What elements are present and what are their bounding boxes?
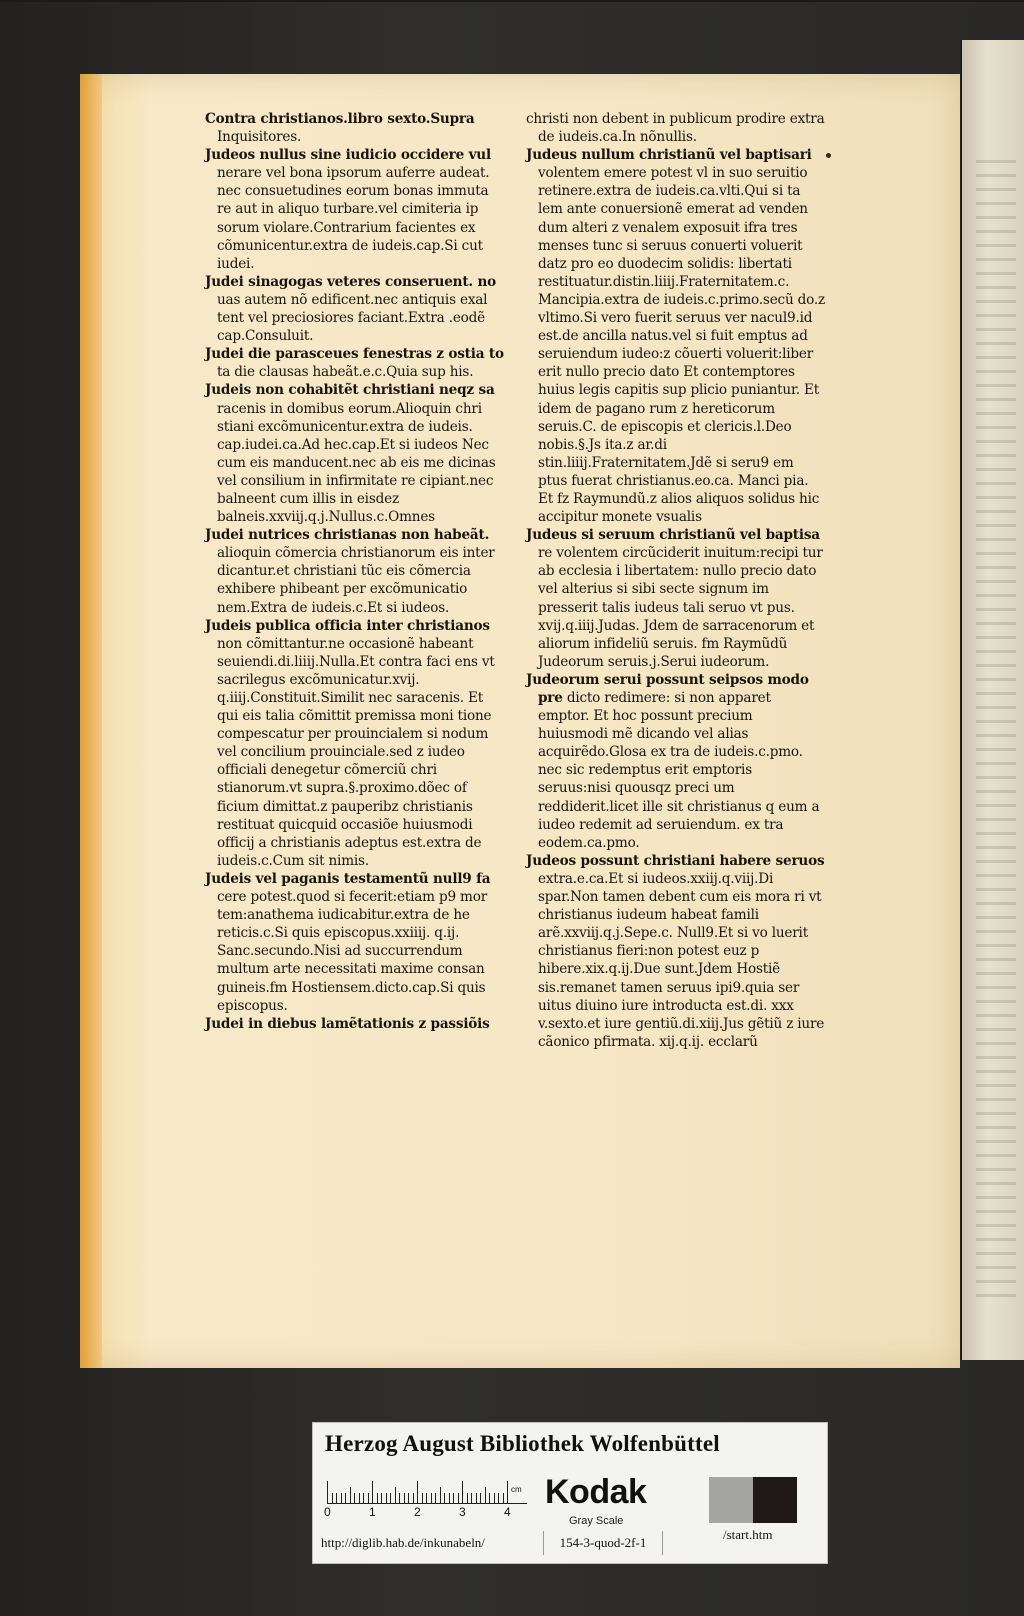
left-text-column — [205, 110, 505, 1033]
ruler-number: 3 — [459, 1505, 466, 1519]
ruler-tick — [485, 1487, 486, 1503]
ruler-tick — [507, 1481, 508, 1503]
text-paragraph — [526, 110, 826, 146]
text-paragraph — [205, 526, 505, 616]
kodak-logo: Kodak — [545, 1473, 647, 1511]
ruler-tick — [372, 1481, 373, 1503]
paragraph-body: cere potest.quod si fecerit:etiam p9 mor tem:anathema iudicabitur.extra de he reticis.c.Si quis episcopus.xxiiij. q.ij. Sanc.secundo.Nisi ad succurrendum multum arte necessitati maxime consan guineis.fm Hostiensem.dicto.cap.Si quis episcopus. — [217, 889, 488, 1014]
gray-swatch-dark — [753, 1477, 797, 1523]
ruler-tick — [435, 1493, 436, 1503]
ruler-tick — [476, 1493, 477, 1503]
ruler-tick — [336, 1493, 337, 1503]
ruler-tick — [458, 1493, 459, 1503]
ruler-tick — [332, 1493, 333, 1503]
text-paragraph — [205, 617, 505, 870]
text-paragraph — [205, 381, 505, 526]
ruler-unit-label: cm — [511, 1485, 522, 1494]
paragraph-body: Inquisitores. — [217, 129, 302, 146]
ruler-tick — [467, 1493, 468, 1503]
ink-speck — [826, 153, 831, 158]
ruler-tick — [368, 1493, 369, 1503]
ruler-tick — [498, 1493, 499, 1503]
ruler-tick — [426, 1493, 427, 1503]
paragraph-body: ta die clausas habeãt.e.c.Quia sup his. — [217, 364, 474, 381]
paragraph-body: nerare vel bona ipsorum auferre audeat. nec consuetudines eorum bonas immuta re aut in aliquo turbare.vel cimiteria ip sorum violare.Contrarium facientes ex cõmunicentur.extra de iudeis.cap.Si cut iudei. — [217, 165, 490, 272]
ruler-tick — [422, 1493, 423, 1503]
ruler-tick — [399, 1493, 400, 1503]
scale-ruler — [327, 1477, 527, 1504]
ruler-tick — [395, 1487, 396, 1503]
right-text-column — [526, 110, 826, 1051]
ruler-tick — [345, 1493, 346, 1503]
gray-swatch-mid — [709, 1477, 753, 1523]
paragraph-lead: Judeos possunt christiani habere seruos — [526, 852, 825, 869]
page-gutter-stain — [80, 74, 102, 1368]
text-paragraph — [205, 345, 505, 381]
paragraph-lead: Judei nutrices christianas non habeãt. — [205, 527, 490, 544]
ruler-tick — [471, 1493, 472, 1503]
paragraph-lead: Judei in diebus lamẽtationis z passiõis — [205, 1015, 490, 1032]
digital-library-url[interactable]: http://diglib.hab.de/inkunabeln/ — [321, 1535, 485, 1550]
paragraph-body: christi non debent in publicum prodire extra de iudeis.ca.In nõnullis. — [526, 111, 825, 146]
ruler-tick — [462, 1481, 463, 1503]
paragraph-lead: Judeis non cohabitẽt christiani neqz sa — [205, 382, 495, 399]
ruler-tick — [404, 1493, 405, 1503]
ruler-tick — [363, 1493, 364, 1503]
ruler-tick — [440, 1487, 441, 1503]
text-paragraph — [526, 671, 826, 852]
ruler-number: 0 — [324, 1505, 331, 1519]
ruler-numbers — [324, 1505, 537, 1521]
ruler-tick — [449, 1493, 450, 1503]
shelfmark-label: 154-3-quod-2f-1 — [543, 1531, 663, 1555]
ruler-tick — [350, 1487, 351, 1503]
ruler-tick — [381, 1493, 382, 1503]
text-paragraph — [205, 273, 505, 345]
paragraph-lead: Judei sinagogas veteres conseruent. no — [205, 273, 497, 290]
ruler-tick — [327, 1481, 328, 1503]
paragraph-lead: Judei die parasceues fenestras z ostia to — [205, 346, 504, 363]
text-paragraph — [526, 526, 826, 671]
facing-page-edge — [960, 40, 1024, 1360]
ruler-tick — [386, 1493, 387, 1503]
paragraph-body: non cõmittantur.ne occasionẽ habeant seuiendi.di.liiij.Nulla.Et contra faci ens vt sacrilegus excõmunicatur.xvij. q.iiij.Constituit.Similit nec saracenis. Et qui eis talia cõmittit premissa moni tione compescatur per prouincialem si nodum vel concilium prouinciale.sed z iudeo officiali denegetur cõmerciũ chri stianorum.vt supra.§.proximo.dõec of ficium dimittat.z pauperibz christianis restituat quicquid occasiõe huiusmodi officij a christianis adeptus est.extra de iudeis.c.Cum sit nimis. — [217, 635, 495, 869]
text-paragraph — [205, 870, 505, 1015]
paragraph-body: extra.e.ca.Et si iudeos.xxiij.q.viij.Di spar.Non tamen debent cum eis mora ri vt christianus iudeum habeat famili arẽ.xxviij.q.j.Sepe.c. Null9.Et si vo luerit christianus fieri:non potest euz p hibere.xix.q.ij.Due sunt.Jdem Hostiẽ sis.remanet tamen seruus ipi9.quia ser uitus diuino iure introducta est.di. xxx v.sexto.et iure gentiũ.di.xiij.Jus gẽtiũ z iure cãonico pfirmata. xij.q.ij. ecclarũ — [538, 870, 825, 1050]
ruler-tick — [359, 1493, 360, 1503]
ruler-number: 4 — [504, 1505, 511, 1519]
paragraph-lead: Judeos nullus sine iudicio occidere vul — [205, 147, 491, 164]
ruler-tick — [417, 1481, 418, 1503]
text-paragraph — [526, 852, 826, 1051]
paragraph-lead: Contra christianos.libro sexto.Supra — [205, 111, 475, 127]
paragraph-body: racenis in domibus eorum.Alioquin chri stiani excõmunicentur.extra de iudeis. cap.iudei.ca.Ad hec.cap.Et si iudeos Nec cum eis manducent.nec ab eis me dicinas vel consilium in infirmitate re cipiant.nec balneent cum illis in eisdez balneis.xxviij.q.j.Nullus.c.Omnes — [217, 400, 496, 526]
paragraph-body: re volentem circũciderit inuitum:recipi tur ab ecclesia i libertatem: nullo precio dato vel alterius si sibi secte signum im presserit talis iudeus tali seruo vt pus. xvij.q.iiij.Judas. Jdem de sarracenorum et aliorum infideliũ seruis. fm Raymũdũ Judeorum seruis.j.Serui iudeorum. — [538, 545, 823, 670]
ruler-tick — [354, 1493, 355, 1503]
paragraph-lead: Judeis vel paganis testamentũ null9 fa — [205, 870, 491, 887]
text-paragraph — [526, 146, 826, 526]
paragraph-lead: Judeus nullum christianũ vel baptisari — [526, 147, 812, 164]
ruler-tick — [444, 1493, 445, 1503]
ruler-number: 2 — [414, 1505, 421, 1519]
library-title: Herzog August Bibliothek Wolfenbüttel — [325, 1431, 720, 1456]
paragraph-body: dicto redimere: si non apparet emptor. Et hoc possunt precium huiusmodi mẽ dicando vel alias acquirẽdo.Glosa ex tra de iudeis.c.pmo. nec sic redemptus erit emptoris seruus:nisi quousqz preci um reddiderit.licet ille sit christianus q eum a iudeo redemit ad seruiendum. ex tra eodem.ca.pmo. — [538, 690, 820, 851]
ruler-tick — [431, 1493, 432, 1503]
ruler-tick — [489, 1493, 490, 1503]
paragraph-lead: Judeis publica officia inter christianos — [205, 617, 490, 634]
ruler-tick — [408, 1493, 409, 1503]
text-paragraph — [205, 110, 505, 146]
start-page-link[interactable]: /start.htm — [723, 1527, 773, 1542]
facing-page-text-shadow — [976, 160, 1016, 1300]
ruler-tick — [480, 1493, 481, 1503]
paragraph-body: alioquin cõmercia christianorum eis inter dicantur.et christiani tũc eis cõmercia exhibere phibeant per excõmunicatio nem.Extra de iudeis.c.Et si iudeos. — [217, 545, 495, 616]
text-paragraph — [205, 1015, 505, 1033]
ruler-tick — [494, 1493, 495, 1503]
ruler-tick — [413, 1493, 414, 1503]
ruler-tick — [341, 1493, 342, 1503]
calibration-strip — [312, 1422, 828, 1564]
ruler-tick — [390, 1493, 391, 1503]
text-paragraph — [205, 146, 505, 273]
ruler-tick — [377, 1493, 378, 1503]
paragraph-lead: Judeus si seruum christianũ vel baptisa — [526, 527, 820, 544]
paragraph-lead: Judeorum serui possunt seipsos modo pre — [526, 671, 809, 706]
ruler-number: 1 — [369, 1505, 376, 1519]
ruler-tick — [453, 1493, 454, 1503]
gray-scale-label: Gray Scale — [569, 1515, 624, 1527]
paragraph-body: uas autem nõ edificent.nec antiquis exal tent vel preciosiores faciant.Extra .eodẽ cap.Consuluit. — [217, 291, 488, 345]
ruler-tick — [503, 1493, 504, 1503]
frame-line-top — [0, 0, 1024, 2]
paragraph-body: volentem emere potest vl in suo seruitio retinere.extra de iudeis.ca.vlti.Qui si ta lem ante conuersionẽ emerat ad venden dum alteri z venalem exposuit ifra tres menses tunc si seruus conuerti voluerit datz pro eo duodecim solidis: libertati restituatur.distin.liiij.Fraternitatem.c. Mancipia.extra de iudeis.c.primo.secũ do.z vltimo.Si vero fuerit seruus ver nacul9.id est.de ancilla natus.vel si fuit emptus ad seruiendum iudeo:z cõuerti voluerit:liber erit nullo precio dato Et contemptores huius legis capitis sup plicio puniantur. Et idem de pagano rum z hereticorum seruis.C. de episcopis et clericis.l.Deo nobis.§.Js ita.z ar.di stin.liiij.Fraternitatem.Jdẽ si seru9 em ptus fuerat christianus.eo.ca. Manci pia. Et fz Raymundũ.z alios aliquos solidus hic accipitur monete vsualis — [538, 165, 825, 526]
